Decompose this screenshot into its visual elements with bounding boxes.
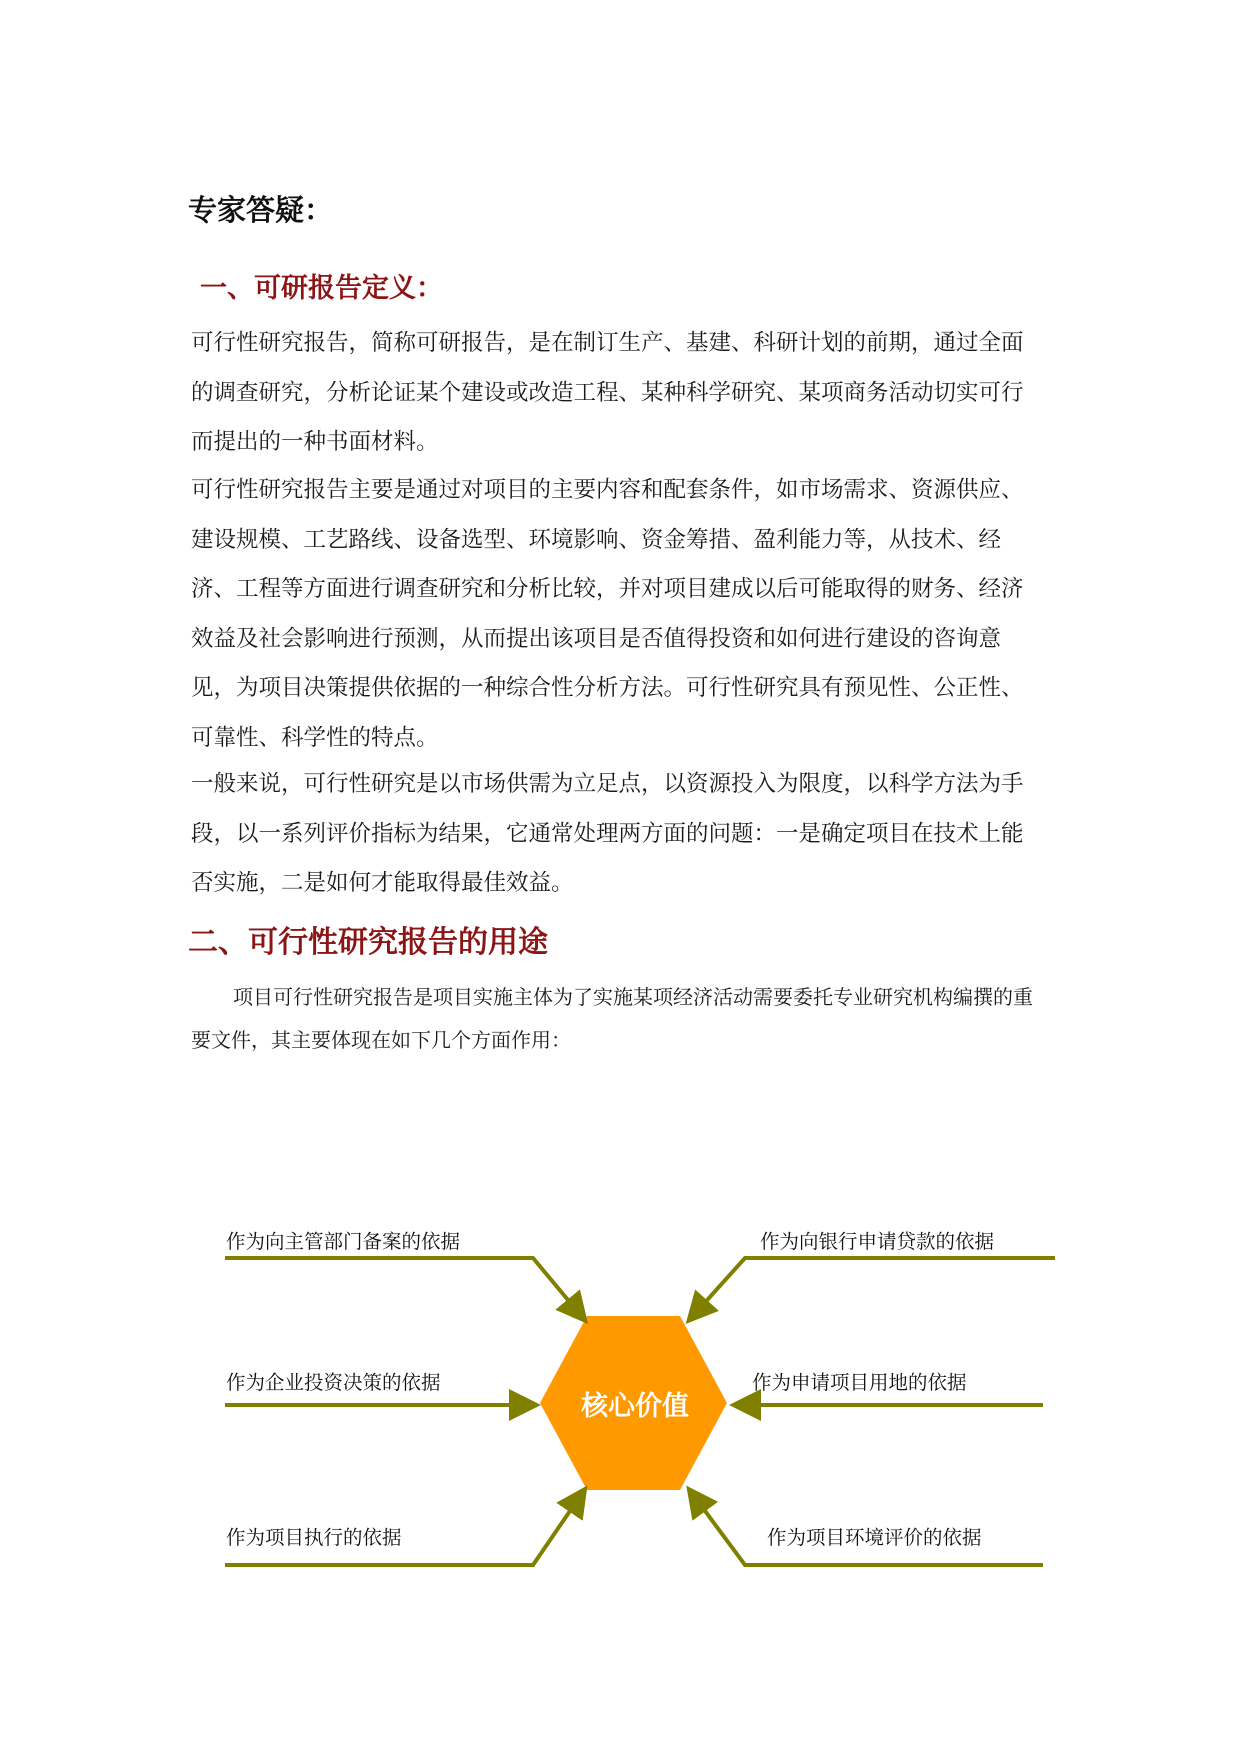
label-mid-right: 作为申请项目用地的依据 [752,1371,967,1394]
label-bottom-right: 作为项目环境评价的依据 [767,1526,982,1549]
arrow-top-right [691,1258,1055,1318]
arrow-top-left [225,1258,583,1318]
section2-heading: 二、可行性研究报告的用途 [188,925,548,960]
label-top-left: 作为向主管部门备案的依据 [226,1230,461,1253]
section2-paragraph: 项目可行性研究报告是项目实施主体为了实施某项经济活动需要委托专业研究机构编撰的重要文件，其主要体现在如下几个方面作用： [191,985,1033,1052]
label-mid-left: 作为企业投资决策的依据 [226,1371,441,1394]
label-bottom-left: 作为项目执行的依据 [226,1526,402,1549]
section1-paragraph-3: 一般来说，可行性研究是以市场供需为立足点，以资源投入为限度，以科学方法为手段，以一系列评价指标为结果，它通常处理两方面的问题：一是确定项目在技术上能否实施，二是如何才能取得最佳效益。 [191,771,1024,896]
section1-paragraph-2: 可行性研究报告主要是通过对项目的主要内容和配套条件，如市场需求、资源供应、建设规模、工艺路线、设备选型、环境影响、资金筹措、盈利能力等，从技术、经济、工程等方面进行调查研究和分析比较，并对项目建成以后可能取得的财务、经济效益及社会影响进行预测，从而提出该项目是否值得投资和如何进行建设的咨询意见，为项目决策提供依据的一种综合性分析方法。可行性研究具有预见性、公正性、可靠性、科学性的特点。 [191,477,1024,751]
section1-heading: 一、可研报告定义： [200,273,443,304]
page-title: 专家答疑： [188,193,334,227]
section1-paragraph-1: 可行性研究报告，简称可研报告，是在制订生产、基建、科研计划的前期，通过全面的调查研究，分析论证某个建设或改造工程、某种科学研究、某项商务活动切实可行而提出的一种书面材料。 [191,330,1024,455]
label-top-right: 作为向银行申请贷款的依据 [760,1230,995,1253]
core-value-label: 核心价值 [581,1391,689,1422]
